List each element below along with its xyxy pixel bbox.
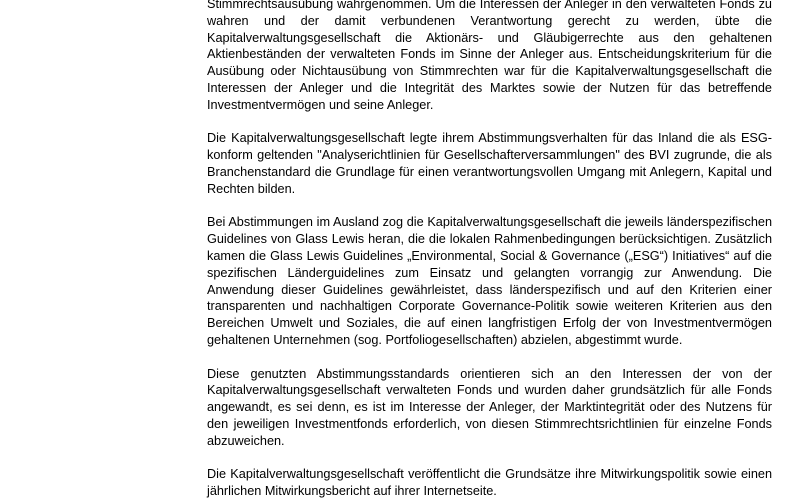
document-body (207, 0, 772, 500)
paragraph-mitwirkungspolitik: Die Kapitalverwaltungsgesellschaft veröffentlicht die Grundsätze ihre Mitwirkungspolitik sowie einen jährlichen Mitwirkungsbericht auf ihrer Internetseite. (207, 467, 772, 499)
paragraph-abstimmungen-ausland: Bei Abstimmungen im Ausland zog die Kapitalverwaltungsgesellschaft die jeweils länderspezifischen Guidelines von Glass Lewis heran, die die lokalen Rahmenbedingungen berücksichtigen. Zusätzlich kamen die Glass Lewis Guidelines „Environmental, Social & Governance („ESG“) Initiatives“ auf die spezifischen Länderguidelines zum Einsatz und gelangten vorrangig zur Anwendung. Die Anwendung dieser Guidelines gewährleistet, dass länderspezifisch und auf den Kriterien einer transparenten und nachhaltigen Corporate Governance-Politik sowie weiteren Kriterien aus den Bereichen Umwelt und Soziales, die auf einen langfristigen Erfolg der von Investmentvermögen gehaltenen Unternehmen (sog. Portfoliogesellschaften) abzielen, abgestimmt wurde. (207, 215, 772, 347)
paragraph-abstimmungsverhalten-inland: Die Kapitalverwaltungsgesellschaft legte ihrem Abstimmungsverhalten für das Inland die als ESG-konform geltenden "Analyserichtlinien für Gesellschafterversammlungen" des BVI zugrunde, die als Branchenstandard die Grundlage für einen verantwortungsvollen Umgang mit Anlegern, Kapital und Rechten bilden. (207, 131, 772, 196)
paragraph-abstimmungsstandards: Diese genutzten Abstimmungsstandards orientieren sich an den Interessen der von der Kapitalverwaltungsgesellschaft verwalteten Fonds und wurden daher grundsätzlich für alle Fonds angewandt, es sei denn, es ist im Interesse der Anleger, der Marktintegrität oder des Nutzens für den jeweiligen Investmentfonds erforderlich, von diesen Stimmrechtsrichtlinien für einzelne Fonds abzuweichen. (207, 366, 772, 448)
paragraph-stimmrechtsausuebung: Stimmrechtsausübung wahrgenommen. Um die Interessen der Anleger in den verwalteten Fonds zu wahren und der damit verbundenen Verantwortung gerecht zu werden, übte die Kapitalverwaltungsgesellschaft die Aktionärs- und Gläubigerrechte aus den gehaltenen Aktienbeständen der verwalteten Fonds im Sinne der Anleger aus. Entscheidungskriterium für die Ausübung oder Nichtausübung von Stimmrechten war für die Kapitalverwaltungsgesellschaft die Interessen der Anleger und die Integrität des Marktes sowie der Nutzen für das betreffende Investmentvermögen und seine Anleger. (207, 0, 772, 112)
